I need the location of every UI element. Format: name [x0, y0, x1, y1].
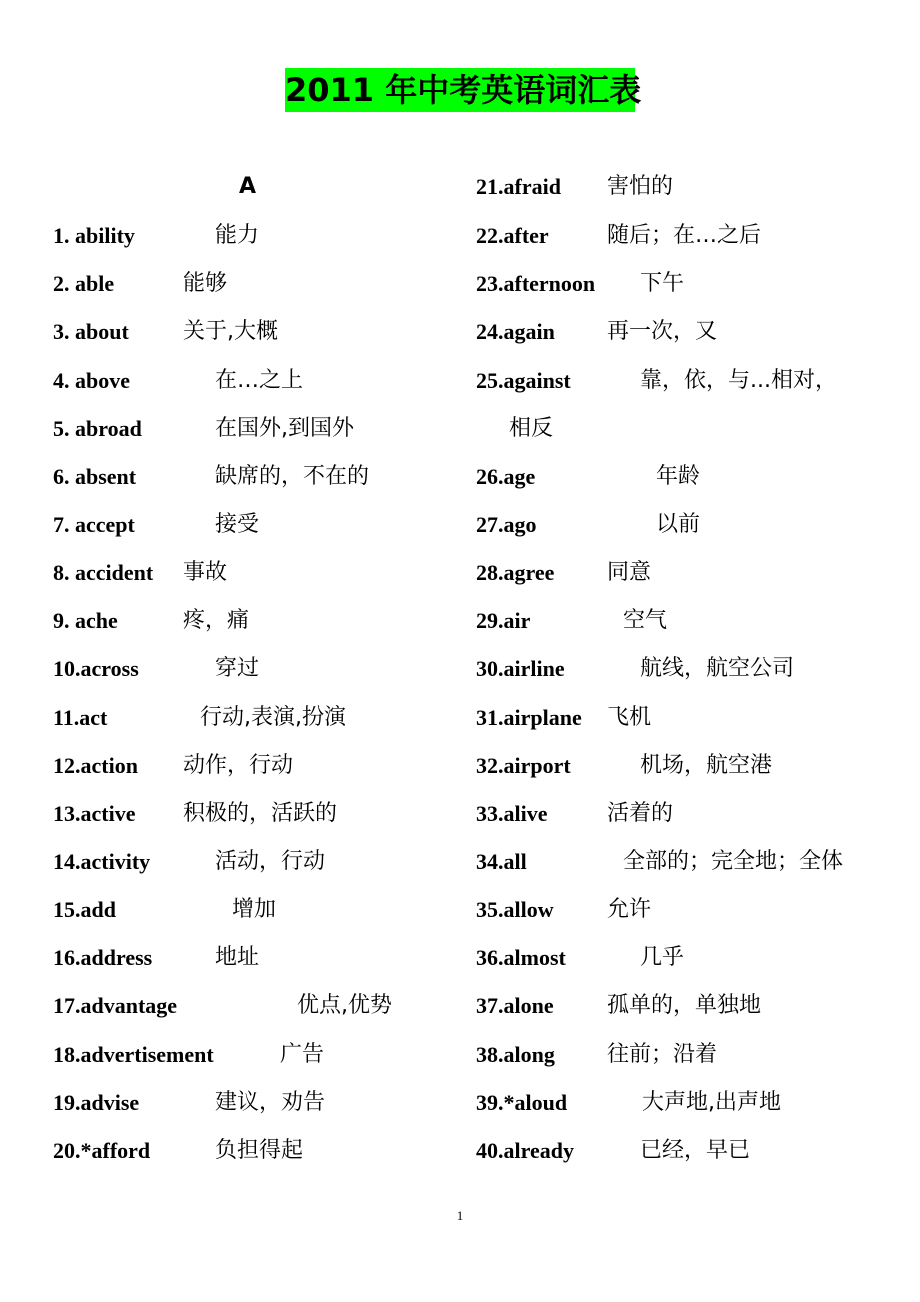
vocab-meaning: 优点,优势 [297, 993, 392, 1018]
vocab-meaning: 往前；沿着 [607, 1042, 718, 1067]
vocab-meaning: 允许 [607, 897, 652, 922]
vocab-meaning: 机场，航空港 [640, 753, 773, 778]
vocab-meaning: 行动,表演,扮演 [200, 705, 346, 730]
vocab-meaning: 在国外,到国外 [215, 416, 354, 441]
vocab-word: 18.advertisement [53, 1042, 214, 1067]
vocab-word: 37.alone [476, 993, 554, 1018]
vocab-meaning: 害怕的 [607, 174, 674, 199]
vocab-word: 16.address [53, 945, 153, 970]
vocab-word: 2. able [53, 271, 115, 296]
vocab-meaning: 穿过 [215, 656, 260, 681]
vocab-meaning: 大声地,出声地 [642, 1090, 781, 1115]
vocab-word: 38.along [476, 1042, 555, 1067]
vocab-meaning: 增加 [232, 897, 277, 922]
vocab-word: 25.against [476, 368, 571, 393]
vocab-word: 40.already [476, 1138, 574, 1163]
vocab-word: 20.*afford [53, 1138, 151, 1163]
vocab-meaning: 以前 [656, 512, 701, 537]
vocab-word: 5. abroad [53, 416, 142, 441]
vocab-word: 9. ache [53, 608, 118, 633]
vocab-word: 33.alive [476, 801, 548, 826]
vocab-word: 34.all [476, 849, 527, 874]
vocab-meaning: 活动，行动 [215, 849, 326, 874]
vocab-meaning: 活着的 [607, 801, 674, 826]
vocab-word: 15.add [53, 897, 116, 922]
vocab-meaning: 年龄 [656, 464, 701, 489]
vocab-word: 27.ago [476, 512, 537, 537]
vocab-word: 1. ability [53, 223, 135, 248]
vocab-meaning: 靠，依，与...相对， [640, 368, 837, 393]
vocab-meaning: 孤单的，单独地 [607, 993, 762, 1018]
vocab-word: 28.agree [476, 560, 555, 585]
vocab-meaning: 下午 [640, 271, 685, 296]
vocab-word: 21.afraid [476, 174, 561, 199]
vocab-word: 24.again [476, 319, 555, 344]
vocab-meaning: 负担得起 [215, 1138, 304, 1163]
vocab-meaning: 航线，航空公司 [640, 656, 795, 681]
vocab-meaning: 建议，劝告 [215, 1090, 326, 1115]
vocab-meaning: 在…之上 [215, 368, 304, 393]
vocab-meaning: 接受 [215, 512, 260, 537]
vocab-meaning: 能力 [215, 223, 260, 248]
vocab-word: 11.act [53, 705, 108, 730]
section-heading: A [239, 174, 257, 199]
vocab-word: 4. above [53, 368, 130, 393]
vocab-word: 31.airplane [476, 705, 582, 730]
page-number: 1 [456, 1208, 464, 1223]
vocab-meaning: 事故 [183, 560, 228, 585]
vocab-meaning-continuation: 相反 [509, 416, 554, 441]
vocab-word: 22.after [476, 223, 549, 248]
vocab-meaning: 几乎 [640, 945, 685, 970]
vocab-word: 13.active [53, 801, 136, 826]
vocab-word: 7. accept [53, 512, 135, 537]
vocab-word: 35.allow [476, 897, 554, 922]
vocab-meaning: 缺席的，不在的 [215, 464, 370, 489]
vocab-word: 3. about [53, 319, 129, 344]
vocab-word: 8. accident [53, 560, 154, 585]
vocab-word: 29.air [476, 608, 531, 633]
vocab-meaning: 能够 [183, 271, 228, 296]
vocab-word: 19.advise [53, 1090, 140, 1115]
vocab-word: 6. absent [53, 464, 137, 489]
vocab-word: 36.almost [476, 945, 566, 970]
vocab-meaning: 关于,大概 [183, 319, 278, 344]
vocab-word: 26.age [476, 464, 536, 489]
vocab-word: 17.advantage [53, 993, 178, 1018]
vocab-meaning: 已经，早已 [640, 1138, 751, 1163]
vocab-word: 10.across [53, 656, 139, 681]
vocab-meaning: 飞机 [607, 705, 652, 730]
vocab-meaning: 再一次，又 [607, 319, 718, 344]
vocab-word: 32.airport [476, 753, 571, 778]
vocab-word: 39.*aloud [476, 1090, 568, 1115]
vocab-meaning: 全部的；完全地；全体 [623, 849, 844, 874]
page-title: 2011 年中考英语词汇表 [285, 68, 635, 112]
vocab-word: 14.activity [53, 849, 151, 874]
vocab-meaning: 动作，行动 [183, 753, 294, 778]
vocab-meaning: 积极的，活跃的 [183, 801, 338, 826]
vocab-meaning: 疼，痛 [183, 608, 250, 633]
vocab-word: 12.action [53, 753, 138, 778]
vocab-meaning: 随后；在…之后 [607, 223, 762, 248]
vocab-meaning: 同意 [607, 560, 652, 585]
vocab-word: 23.afternoon [476, 271, 596, 296]
vocab-meaning: 广告 [280, 1042, 325, 1067]
vocab-meaning: 空气 [623, 608, 668, 633]
vocab-meaning: 地址 [215, 945, 260, 970]
vocab-word: 30.airline [476, 656, 565, 681]
